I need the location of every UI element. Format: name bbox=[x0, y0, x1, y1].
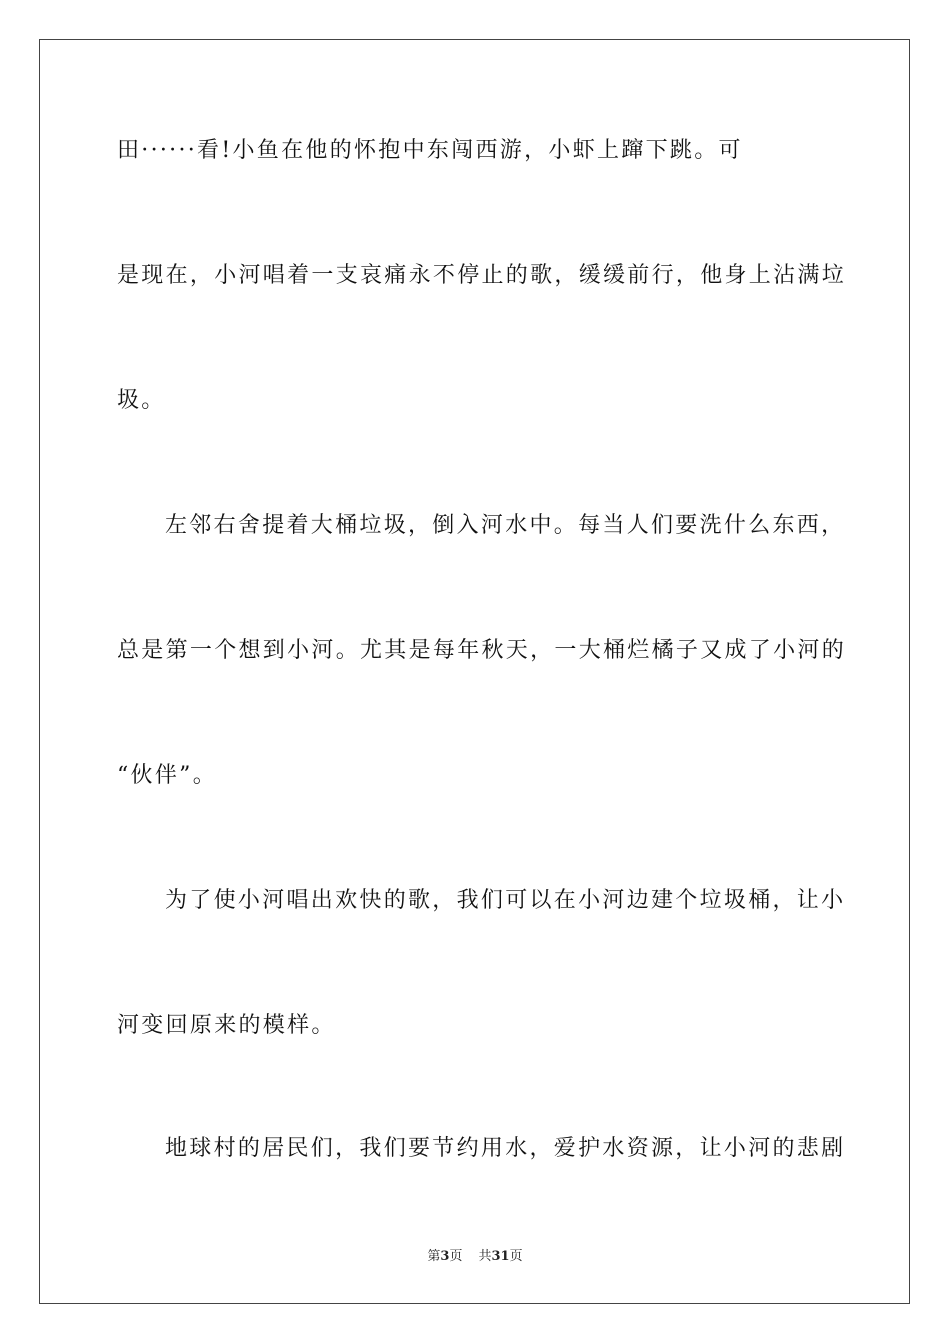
text-line: “伙伴”。 bbox=[117, 763, 217, 788]
page-border bbox=[39, 39, 910, 1304]
paragraph-start-line: 左邻右舍提着大桶垃圾，倒入河水中。每当人们要洗什么东西， bbox=[165, 513, 846, 538]
total-pages: 31 bbox=[491, 1249, 510, 1264]
page-footer bbox=[0, 1248, 950, 1266]
text-line: 田······看!小鱼在他的怀抱中东闯西游，小虾上蹿下跳。可 bbox=[117, 138, 743, 163]
text-line: 河变回原来的模样。 bbox=[117, 1013, 336, 1038]
text-line: 总是第一个想到小河。尤其是每年秋天，一大桶烂橘子又成了小河的 bbox=[117, 638, 847, 663]
text-line: 圾。 bbox=[117, 388, 166, 413]
paragraph-start-line: 为了使小河唱出欢快的歌，我们可以在小河边建个垃圾桶，让小 bbox=[165, 888, 846, 913]
page-prefix: 第 bbox=[427, 1249, 441, 1264]
total-suffix: 页 bbox=[509, 1249, 523, 1264]
paragraph-start-line: 地球村的居民们，我们要节约用水，爱护水资源，让小河的悲剧 bbox=[165, 1136, 846, 1161]
page-number: 3 bbox=[440, 1249, 450, 1264]
page-suffix: 页 bbox=[449, 1249, 463, 1264]
text-line: 是现在，小河唱着一支哀痛永不停止的歌，缓缓前行，他身上沾满垃 bbox=[117, 263, 847, 288]
total-prefix: 共 bbox=[478, 1249, 492, 1264]
